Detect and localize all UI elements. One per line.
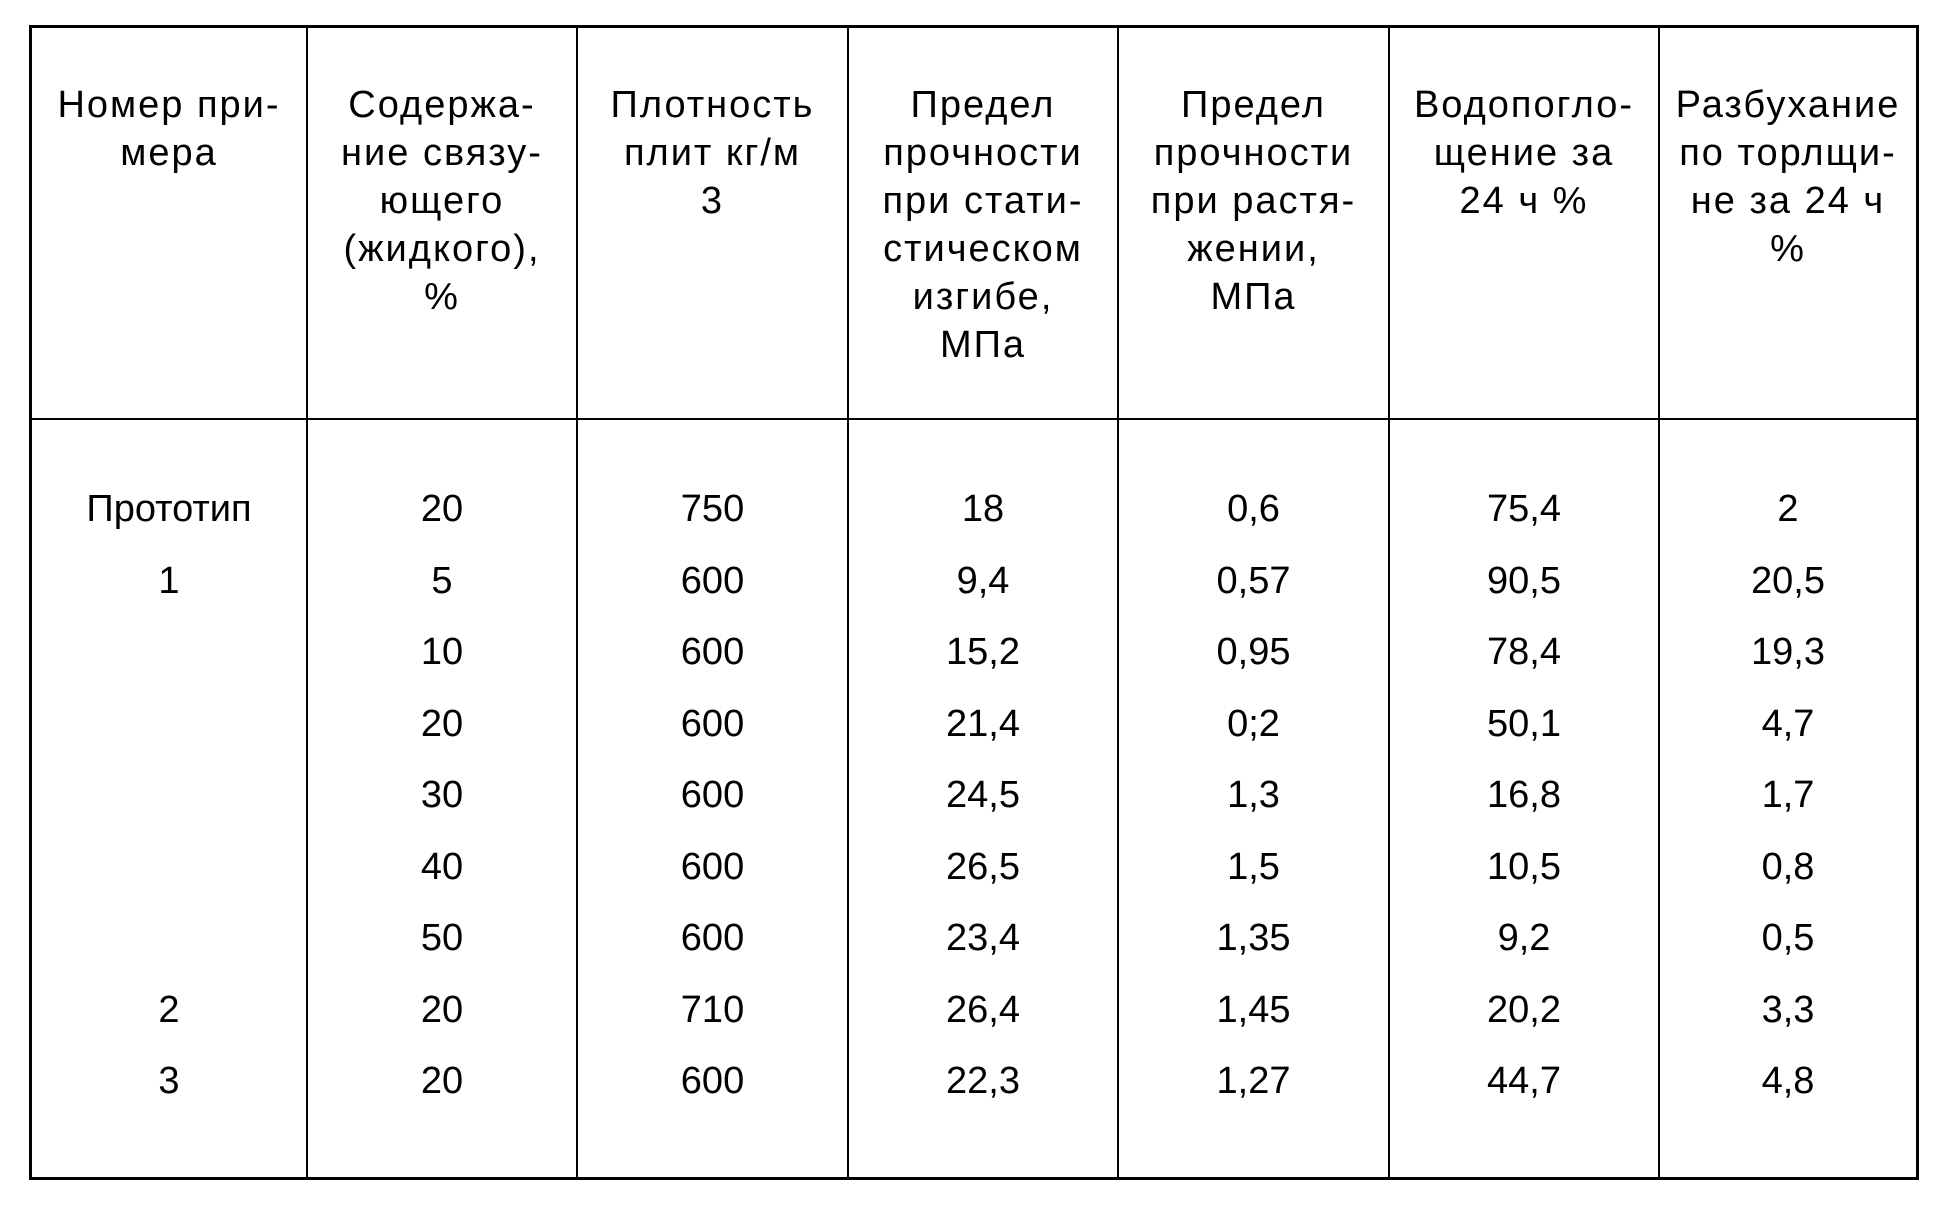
header-label (611, 81, 815, 418)
table-cell: 20 (420, 488, 464, 530)
table-cell: 0,8 (1761, 845, 1815, 888)
table-cell: 9,4 (956, 559, 1010, 602)
table-cell: 4,7 (1761, 702, 1815, 745)
table-cell (32, 689, 306, 760)
table-row (32, 832, 1916, 903)
table-cell: 0,6 (1227, 488, 1280, 530)
table-cell: 19,3 (1751, 631, 1825, 673)
table-cell: 600 (680, 774, 745, 816)
table-cell: 30 (420, 774, 464, 816)
table-cell: 40 (420, 845, 464, 888)
table-cell: 26,4 (946, 988, 1020, 1031)
header-label: Водопогло- щение за 24 ч % (1413, 84, 1635, 222)
table-cell: 20,5 (1751, 559, 1825, 602)
table-cell: 50 (420, 917, 464, 959)
table-cell: 75,4 (1487, 488, 1561, 530)
table-cell: 0,95 (1216, 631, 1291, 673)
header-water-absorption (1390, 28, 1658, 418)
table-cell: 26,5 (946, 845, 1020, 888)
table-row (32, 760, 1916, 831)
table-cell: 90,5 (1487, 559, 1561, 602)
table-row (32, 546, 1916, 617)
header-thickness-swelling (1660, 28, 1916, 418)
table-cell: 1 (158, 559, 180, 602)
table-cell: 0,57 (1216, 559, 1291, 602)
table-cell: 21,4 (946, 702, 1020, 745)
table-cell: 600 (680, 917, 745, 959)
table-cell: 10 (420, 631, 464, 673)
table-cell (32, 832, 306, 903)
table-cell: 750 (680, 488, 745, 530)
table-cell: 16,8 (1487, 774, 1561, 816)
table-row (32, 903, 1916, 974)
table-cell: 600 (680, 845, 745, 888)
table-cell: 20,2 (1487, 988, 1561, 1031)
table-cell (32, 617, 306, 688)
table-cell: 3 (158, 1060, 180, 1102)
header-label-text: Плотность плит кг/м (610, 84, 815, 174)
table-row (32, 617, 1916, 688)
table-cell: 15,2 (946, 631, 1020, 673)
table-cell: 1,5 (1227, 845, 1280, 888)
table-cell: 20 (420, 1060, 464, 1102)
table-cell: 600 (680, 702, 745, 745)
header-label: Предел прочности при стати- стическом изгибе, МПа (882, 84, 1084, 366)
table-cell: 1,27 (1216, 1060, 1291, 1102)
table-cell: 600 (680, 1060, 745, 1102)
header-superscript: 3 (700, 180, 725, 222)
header-label: Разбухание по торлщи- не за 24 ч % (1675, 84, 1901, 270)
table-cell: 3,3 (1761, 988, 1815, 1031)
header-binder-content (308, 28, 576, 418)
table-cell: 2 (1777, 488, 1799, 530)
table-cell: 20 (420, 702, 464, 745)
table-cell: 600 (680, 559, 745, 602)
table-cell: 0;2 (1227, 702, 1280, 745)
table-cell: 5 (431, 559, 453, 602)
header-density (578, 28, 847, 418)
header-label: Предел прочности при растя- жении, МПа (1150, 84, 1357, 318)
table-cell: 50,1 (1487, 702, 1561, 745)
header-label: Номер при- мера (57, 84, 281, 174)
table-row (32, 474, 1916, 545)
header-example-number (32, 28, 306, 418)
table-cell: 23,4 (946, 917, 1020, 959)
table-cell: 9,2 (1497, 917, 1551, 959)
header-label: Содержа- ние связу- ющего (жидкого), % (341, 84, 543, 318)
table-cell: Прототип (86, 488, 252, 530)
table-cell: 20 (420, 988, 464, 1031)
table-cell (32, 903, 306, 974)
header-tensile-strength (1119, 28, 1388, 418)
table-cell: 1,35 (1216, 917, 1291, 959)
table-cell: 78,4 (1487, 631, 1561, 673)
table-cell: 0,5 (1761, 917, 1815, 959)
table-cell: 600 (680, 631, 745, 673)
table-cell: 1,7 (1761, 774, 1815, 816)
data-table (29, 25, 1919, 1180)
table-row (32, 1046, 1916, 1117)
table-cell: 710 (680, 988, 745, 1031)
table-cell: 1,3 (1227, 774, 1280, 816)
table-cell: 18 (961, 488, 1005, 530)
header-bending-strength (849, 28, 1117, 418)
table-cell: 24,5 (946, 774, 1020, 816)
table-cell: 2 (158, 988, 180, 1031)
table-cell: 44,7 (1487, 1060, 1561, 1102)
table-cell: 22,3 (946, 1060, 1020, 1102)
table-cell: 4,8 (1761, 1060, 1815, 1102)
table-row (32, 975, 1916, 1046)
table-cell: 1,45 (1216, 988, 1291, 1031)
table-cell: 10,5 (1487, 845, 1561, 888)
table-row (32, 689, 1916, 760)
header-divider (32, 418, 1916, 420)
table-cell (32, 760, 306, 831)
